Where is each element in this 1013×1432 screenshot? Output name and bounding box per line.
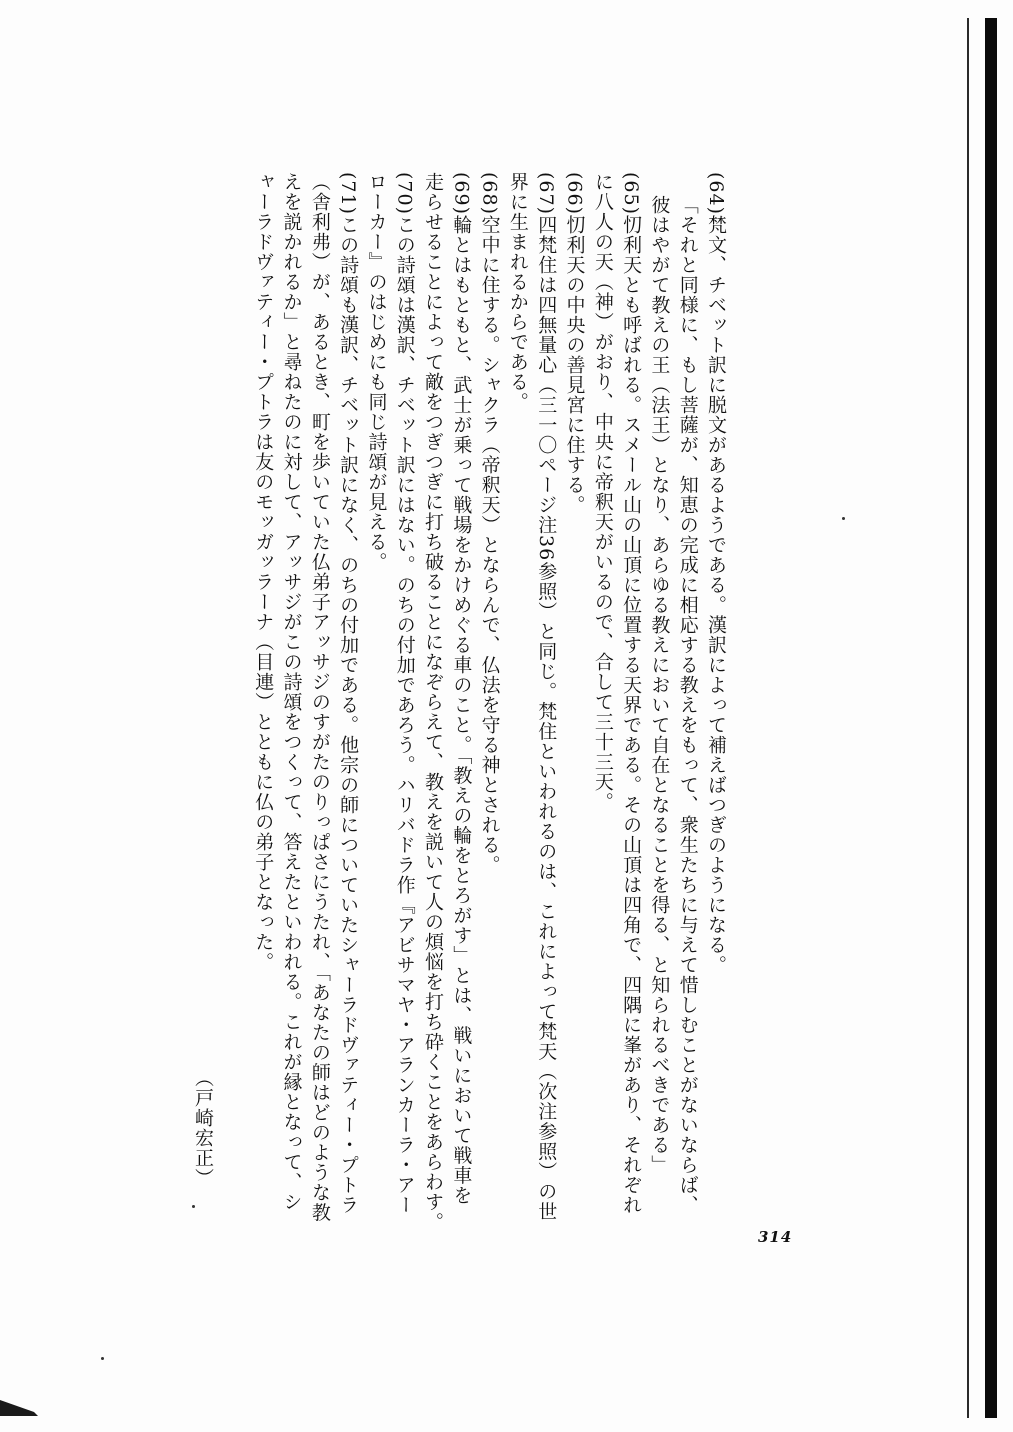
note-68: (68)空中に住する。シャクラ（帝釈天）とならんで、仏法を守る神とされる。: [478, 172, 501, 876]
note-70-cont: ローカー』のはじめにも同じ詩頌が見える。: [365, 172, 388, 572]
notes-column-block: [170, 172, 730, 1262]
author-credit: （戸崎宏正）: [192, 1068, 214, 1188]
note-71-cont-2: えを説かれるか」と尋ねたのに対して、アッサジがこの詩頌をつくって、答えたといわれる。これが縁となって、シ: [280, 172, 303, 1212]
note-67: (67)四梵住は四無量心（三一〇ページ注36参照）と同じ。梵住といわれるのは、これによって梵天（次注参照）の世: [535, 172, 558, 1222]
page-edge-shadow: [985, 18, 997, 1418]
note-71: (71)この詩頌も漢訳、チベット訳になく、のちの付加である。他宗の師についていたシャーラドヴァティー・プトラ: [337, 172, 360, 1216]
note-64-quote-2: 彼はやがて教えの王（法王）となり、あらゆる教えにおいて自在となることを得る、と知られるべきである」: [648, 194, 671, 1175]
scan-speck: [101, 1357, 104, 1360]
note-65: (65)忉利天とも呼ばれる。スメール山の山頂に位置する天界である。その山頂は四角で、四隅に峯があり、それぞれ: [620, 172, 643, 1216]
note-66: (66)忉利天の中央の善見宮に住する。: [563, 172, 586, 516]
scan-smudge: [0, 1396, 40, 1418]
page-edge-line: [967, 18, 969, 1418]
note-65-cont: に八人の天（神）がおり、中央に帝釈天がいるので、合して三十三天。: [591, 172, 614, 812]
note-69-cont: 走らせることによって敵をつぎつぎに打ち破ることになぞらえて、教えを説いて人の煩悩を打ち砕くことをあらわす。: [422, 172, 445, 1232]
note-67-cont: 界に生まれるからである。: [506, 172, 529, 412]
page-number: 314: [758, 1228, 793, 1246]
note-69: (69)輪とはもともと、武士が乗って戦場をかけめぐる車のこと。「教えの輪をとろがす」とは、戦いにおいて戦車を: [450, 172, 473, 1206]
note-70: (70)この詩頌は漢訳、チベット訳にはない。のちの付加であろう。ハリバドラ作『アビサマヤ・アランカーラ・アー: [393, 172, 416, 1216]
note-64: (64)梵文、チベット訳に脱文があるようである。漢訳によって補えばつぎのようになる。: [705, 172, 727, 976]
scan-speck: [842, 517, 845, 520]
scan-speck: [192, 1205, 195, 1208]
note-71-cont-1: （舎利弗）が、あるとき、町を歩いていた仏弟子アッサジのすがたのりっぱさにうたれ、「あなたの師はどのような教: [308, 172, 331, 1223]
note-64-quote-1: 「それと同様に、もし菩薩が、知恵の完成に相応する教えをもって、衆生たちに与えて惜しむことがないならば、: [676, 194, 699, 1215]
note-71-cont-3: ャーラドヴァティー・プトラは友のモッガッラーナ（目連）とともに仏の弟子となった。: [252, 172, 275, 972]
